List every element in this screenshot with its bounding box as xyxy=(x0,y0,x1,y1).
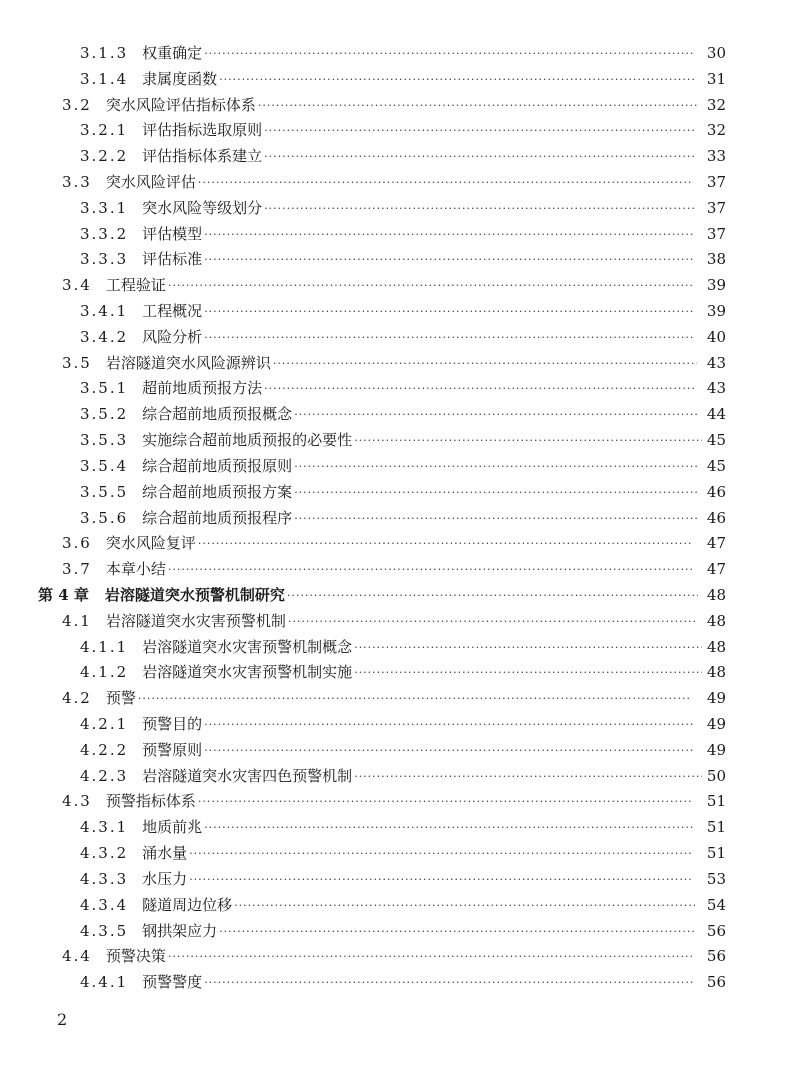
toc-chapter-entry xyxy=(0,582,790,608)
toc-dot-leader xyxy=(264,147,697,167)
toc-entry-number: 3.3 xyxy=(62,172,92,191)
toc-dot-leader xyxy=(294,457,698,477)
toc-entry-title: 突水风险评估指标体系 xyxy=(105,95,256,114)
toc-dot-leader xyxy=(288,612,698,632)
toc-entry-number: 3.5.1 xyxy=(80,379,129,398)
toc-entry-title: 综合超前地质预报概念 xyxy=(142,405,293,424)
toc-subsection-entry xyxy=(0,840,790,866)
toc-subsection-entry xyxy=(0,453,790,479)
toc-entry-title: 隧道周边位移 xyxy=(142,895,233,914)
toc-subsection-entry xyxy=(0,143,790,169)
toc-subsection-entry xyxy=(0,969,790,995)
toc-entry-page: 30 xyxy=(706,43,726,62)
toc-dot-leader xyxy=(294,483,698,503)
toc-entry-title: 预警 xyxy=(105,689,136,708)
toc-entry-title: 预警警度 xyxy=(142,973,203,992)
toc-dot-leader xyxy=(168,560,692,580)
toc-entry-title: 岩溶隧道突水预警机制研究 xyxy=(104,585,285,604)
toc-dot-leader xyxy=(258,96,697,116)
toc-entry-title: 涌水量 xyxy=(142,844,188,863)
toc-entry-title: 岩溶隧道突水风险源辨识 xyxy=(105,353,271,372)
toc-dot-leader xyxy=(219,70,694,90)
toc-entry-page: 40 xyxy=(706,327,726,346)
toc-dot-leader xyxy=(354,638,702,658)
toc-entry-page: 44 xyxy=(706,405,726,424)
toc-entry-number: 4.1 xyxy=(62,611,92,630)
toc-subsection-entry xyxy=(0,814,790,840)
toc-subsection-entry xyxy=(0,866,790,892)
toc-entry-title: 实施综合超前地质预报的必要性 xyxy=(142,431,353,450)
toc-entry-number: 4.3 xyxy=(62,792,92,811)
toc-entry-number: 3.2.1 xyxy=(80,121,129,140)
toc-entry-number: 3.7 xyxy=(62,560,92,579)
toc-entry-number: 4.3.5 xyxy=(80,921,129,940)
toc-dot-leader xyxy=(354,431,702,451)
toc-entry-number: 3.1.3 xyxy=(80,43,129,62)
page-number: 2 xyxy=(57,1010,68,1029)
toc-entry-page: 49 xyxy=(706,740,726,759)
toc-entry-page: 51 xyxy=(706,844,726,863)
toc-entry-title: 综合超前地质预报原则 xyxy=(142,456,293,475)
toc-entry-page: 45 xyxy=(706,431,726,450)
toc-entry-number: 3.2.2 xyxy=(80,147,129,166)
toc-subsection-entry xyxy=(0,634,790,660)
toc-dot-leader xyxy=(198,534,694,554)
toc-section-entry xyxy=(0,350,790,376)
toc-entry-number: 3.5.3 xyxy=(80,431,129,450)
toc-entry-title: 超前地质预报方法 xyxy=(142,379,263,398)
toc-section-entry xyxy=(0,556,790,582)
toc-subsection-entry xyxy=(0,117,790,143)
toc-entry-page: 31 xyxy=(706,69,726,88)
toc-entry-number: 第 4 章 xyxy=(38,585,89,604)
toc-entry-page: 48 xyxy=(706,585,726,604)
toc-dot-leader xyxy=(354,767,702,787)
toc-entry-title: 综合超前地质预报程序 xyxy=(142,508,293,527)
toc-dot-leader xyxy=(204,302,694,322)
toc-entry-page: 46 xyxy=(706,508,726,527)
toc-section-entry xyxy=(0,92,790,118)
toc-entry-number: 3.3.1 xyxy=(80,198,129,217)
toc-entry-title: 工程验证 xyxy=(105,276,166,295)
toc-entry-page: 49 xyxy=(706,715,726,734)
toc-entry-page: 48 xyxy=(706,663,726,682)
toc-dot-leader xyxy=(294,405,698,425)
toc-entry-title: 评估指标选取原则 xyxy=(142,121,263,140)
toc-entry-page: 39 xyxy=(706,276,726,295)
toc-dot-leader xyxy=(204,715,694,735)
toc-dot-leader xyxy=(219,922,694,942)
toc-entry-page: 33 xyxy=(706,147,726,166)
toc-entry-title: 突水风险复评 xyxy=(105,534,196,553)
toc-entry-title: 工程概况 xyxy=(142,302,203,321)
toc-section-entry xyxy=(0,169,790,195)
toc-entry-number: 4.2.1 xyxy=(80,715,129,734)
toc-subsection-entry xyxy=(0,427,790,453)
toc-section-entry xyxy=(0,789,790,815)
toc-dot-leader xyxy=(287,586,698,606)
toc-dot-leader xyxy=(204,741,694,761)
toc-section-entry xyxy=(0,685,790,711)
toc-entry-number: 4.2.3 xyxy=(80,766,129,785)
toc-entry-number: 4.2 xyxy=(62,689,92,708)
toc-entry-title: 岩溶隧道突水灾害预警机制 xyxy=(105,611,286,630)
toc-entry-page: 56 xyxy=(706,921,726,940)
toc-dot-leader xyxy=(168,947,692,967)
toc-entry-page: 53 xyxy=(706,869,726,888)
toc-entry-title: 地质前兆 xyxy=(142,818,203,837)
toc-entry-title: 钢拱架应力 xyxy=(142,921,218,940)
toc-entry-page: 47 xyxy=(706,560,726,579)
toc-entry-number: 4.3.1 xyxy=(80,818,129,837)
toc-entry-number: 4.3.3 xyxy=(80,869,129,888)
toc-entry-number: 4.1.1 xyxy=(80,637,129,656)
toc-subsection-entry xyxy=(0,892,790,918)
toc-entry-title: 评估指标体系建立 xyxy=(142,147,263,166)
toc-entry-number: 3.2 xyxy=(62,95,92,114)
toc-entry-title: 综合超前地质预报方案 xyxy=(142,482,293,501)
toc-entry-number: 3.1.4 xyxy=(80,69,129,88)
toc-entry-title: 水压力 xyxy=(142,869,188,888)
toc-entry-title: 风险分析 xyxy=(142,327,203,346)
toc-entry-page: 43 xyxy=(706,379,726,398)
toc-subsection-entry xyxy=(0,660,790,686)
toc-dot-leader xyxy=(168,276,692,296)
toc-dot-leader xyxy=(273,354,698,374)
toc-dot-leader xyxy=(204,250,694,270)
toc-section-entry xyxy=(0,943,790,969)
toc-dot-leader xyxy=(204,225,694,245)
toc-entry-page: 56 xyxy=(706,973,726,992)
toc-subsection-entry xyxy=(0,66,790,92)
toc-subsection-entry xyxy=(0,737,790,763)
toc-dot-leader xyxy=(204,818,694,838)
toc-entry-title: 预警原则 xyxy=(142,740,203,759)
toc-entry-title: 隶属度函数 xyxy=(142,69,218,88)
toc-dot-leader xyxy=(264,121,697,141)
toc-subsection-entry xyxy=(0,195,790,221)
toc-dot-leader xyxy=(204,328,694,348)
toc-entry-page: 48 xyxy=(706,611,726,630)
toc-entry-title: 本章小结 xyxy=(105,560,166,579)
toc-entry-page: 39 xyxy=(706,302,726,321)
toc-entry-title: 预警决策 xyxy=(105,947,166,966)
toc-dot-leader xyxy=(198,792,694,812)
toc-entry-number: 3.4 xyxy=(62,276,92,295)
toc-subsection-entry xyxy=(0,221,790,247)
toc-subsection-entry xyxy=(0,324,790,350)
toc-section-entry xyxy=(0,272,790,298)
toc-entry-page: 51 xyxy=(706,818,726,837)
toc-entry-number: 4.4.1 xyxy=(80,973,129,992)
toc-entry-number: 3.5.5 xyxy=(80,482,129,501)
toc-dot-leader xyxy=(354,663,702,683)
toc-dot-leader xyxy=(204,44,694,64)
toc-entry-page: 46 xyxy=(706,482,726,501)
toc-subsection-entry xyxy=(0,711,790,737)
toc-subsection-entry xyxy=(0,918,790,944)
toc-subsection-entry xyxy=(0,479,790,505)
toc-subsection-entry xyxy=(0,505,790,531)
toc-entry-number: 4.4 xyxy=(62,947,92,966)
toc-entry-number: 3.5.6 xyxy=(80,508,129,527)
toc-entry-page: 49 xyxy=(706,689,726,708)
toc-entry-page: 32 xyxy=(706,121,726,140)
toc-entry-page: 50 xyxy=(706,766,726,785)
toc-entry-number: 4.3.2 xyxy=(80,844,129,863)
toc-entry-number: 3.5.2 xyxy=(80,405,129,424)
toc-subsection-entry xyxy=(0,247,790,273)
toc-entry-page: 38 xyxy=(706,250,726,269)
table-of-contents xyxy=(0,40,790,995)
toc-entry-page: 56 xyxy=(706,947,726,966)
toc-entry-page: 32 xyxy=(706,95,726,114)
toc-entry-page: 37 xyxy=(706,224,726,243)
toc-entry-page: 43 xyxy=(706,353,726,372)
toc-entry-page: 51 xyxy=(706,792,726,811)
toc-dot-leader xyxy=(264,379,697,399)
toc-entry-title: 突水风险等级划分 xyxy=(142,198,263,217)
toc-dot-leader xyxy=(264,199,697,219)
toc-dot-leader xyxy=(189,844,693,864)
toc-entry-page: 54 xyxy=(706,895,726,914)
toc-section-entry xyxy=(0,530,790,556)
toc-entry-number: 3.3.3 xyxy=(80,250,129,269)
toc-entry-title: 岩溶隧道突水灾害四色预警机制 xyxy=(142,766,353,785)
toc-dot-leader xyxy=(234,896,695,916)
toc-entry-title: 评估标准 xyxy=(142,250,203,269)
toc-subsection-entry xyxy=(0,376,790,402)
toc-entry-page: 48 xyxy=(706,637,726,656)
toc-entry-title: 预警目的 xyxy=(142,715,203,734)
toc-entry-number: 3.5.4 xyxy=(80,456,129,475)
toc-entry-page: 37 xyxy=(706,172,726,191)
toc-entry-title: 岩溶隧道突水灾害预警机制概念 xyxy=(142,637,353,656)
toc-entry-number: 3.6 xyxy=(62,534,92,553)
toc-entry-number: 4.1.2 xyxy=(80,663,129,682)
toc-entry-number: 3.4.2 xyxy=(80,327,129,346)
toc-dot-leader xyxy=(294,509,698,529)
toc-entry-title: 权重确定 xyxy=(142,43,203,62)
toc-entry-title: 突水风险评估 xyxy=(105,172,196,191)
toc-subsection-entry xyxy=(0,40,790,66)
toc-entry-page: 47 xyxy=(706,534,726,553)
toc-entry-number: 3.4.1 xyxy=(80,302,129,321)
toc-dot-leader xyxy=(138,689,690,709)
toc-subsection-entry xyxy=(0,763,790,789)
toc-entry-number: 4.3.4 xyxy=(80,895,129,914)
toc-entry-title: 预警指标体系 xyxy=(105,792,196,811)
toc-dot-leader xyxy=(204,973,694,993)
toc-entry-page: 45 xyxy=(706,456,726,475)
toc-entry-number: 3.5 xyxy=(62,353,92,372)
toc-entry-title: 岩溶隧道突水灾害预警机制实施 xyxy=(142,663,353,682)
toc-subsection-entry xyxy=(0,401,790,427)
toc-entry-page: 37 xyxy=(706,198,726,217)
toc-entry-number: 4.2.2 xyxy=(80,740,129,759)
toc-section-entry xyxy=(0,608,790,634)
toc-entry-number: 3.3.2 xyxy=(80,224,129,243)
toc-dot-leader xyxy=(189,870,693,890)
toc-entry-title: 评估模型 xyxy=(142,224,203,243)
toc-subsection-entry xyxy=(0,298,790,324)
toc-dot-leader xyxy=(198,173,694,193)
